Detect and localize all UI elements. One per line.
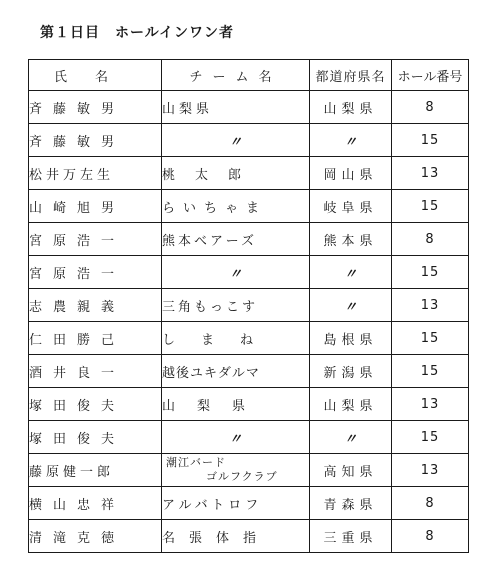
table-row xyxy=(29,190,469,223)
hole-number: 13 xyxy=(392,388,469,421)
hole-number: 8 xyxy=(392,223,469,256)
team-name: しまね xyxy=(162,322,310,355)
prefecture: 岐阜県 xyxy=(310,190,392,223)
hole-in-one-table xyxy=(28,59,469,553)
hole-number: 15 xyxy=(392,190,469,223)
prefecture: 〃 xyxy=(310,256,392,289)
player-name: 宮原浩一 xyxy=(29,256,162,289)
hole-number: 13 xyxy=(392,289,469,322)
team-name: 三角もっこす xyxy=(162,289,310,322)
hole-number: 15 xyxy=(392,322,469,355)
prefecture: 島根県 xyxy=(310,322,392,355)
team-name-line-1: 潮江バード xyxy=(166,456,226,469)
hole-number: 8 xyxy=(392,91,469,124)
table-header-row xyxy=(29,60,469,91)
player-name: 斉藤敏男 xyxy=(29,124,162,157)
table-row xyxy=(29,322,469,355)
header-name: 氏名 xyxy=(29,60,162,91)
prefecture: 青森県 xyxy=(310,487,392,520)
team-name: 越後ユキダルマ xyxy=(162,355,310,388)
hole-number: 8 xyxy=(392,520,469,553)
player-name: 塚田俊夫 xyxy=(29,388,162,421)
team-name-line-2: ゴルフクラブ xyxy=(206,470,278,483)
prefecture: 〃 xyxy=(310,289,392,322)
prefecture: 山梨県 xyxy=(310,91,392,124)
player-name: 藤原健一郎 xyxy=(29,454,162,487)
team-name: 〃 xyxy=(162,256,310,289)
player-name: 松井万左生 xyxy=(29,157,162,190)
team-name: 熊本ベアーズ xyxy=(162,223,310,256)
table-row xyxy=(29,388,469,421)
header-prefecture: 都道府県名 xyxy=(310,60,392,91)
prefecture: 山梨県 xyxy=(310,388,392,421)
hole-number: 13 xyxy=(392,157,469,190)
table-row xyxy=(29,487,469,520)
hole-number: 15 xyxy=(392,124,469,157)
table-row xyxy=(29,520,469,553)
prefecture: 岡山県 xyxy=(310,157,392,190)
prefecture: 新潟県 xyxy=(310,355,392,388)
player-name: 清滝克徳 xyxy=(29,520,162,553)
table-row xyxy=(29,157,469,190)
player-name: 斉藤敏男 xyxy=(29,91,162,124)
team-name: 〃 xyxy=(162,421,310,454)
player-name: 宮原浩一 xyxy=(29,223,162,256)
team-name: 〃 xyxy=(162,124,310,157)
table-row xyxy=(29,421,469,454)
prefecture: 熊本県 xyxy=(310,223,392,256)
page-title: 第１日目 ホールインワン者 xyxy=(40,25,235,41)
header-hole-number: ホール番号 xyxy=(392,60,469,91)
team-name: らいちゃま xyxy=(162,190,310,223)
team-name: アルバトロフ xyxy=(162,487,310,520)
hole-number: 15 xyxy=(392,355,469,388)
hole-number: 8 xyxy=(392,487,469,520)
player-name: 酒井良一 xyxy=(29,355,162,388)
player-name: 仁田勝己 xyxy=(29,322,162,355)
prefecture: 三重県 xyxy=(310,520,392,553)
hole-number: 13 xyxy=(392,454,469,487)
table-row xyxy=(29,91,469,124)
table-row xyxy=(29,289,469,322)
hole-number: 15 xyxy=(392,256,469,289)
team-name: 山梨県 xyxy=(162,91,310,124)
team-name: 名張体指 xyxy=(162,520,310,553)
table-row xyxy=(29,256,469,289)
player-name: 志農親義 xyxy=(29,289,162,322)
prefecture: 高知県 xyxy=(310,454,392,487)
player-name: 山崎旭男 xyxy=(29,190,162,223)
prefecture: 〃 xyxy=(310,124,392,157)
table-row xyxy=(29,355,469,388)
team-name: 山梨県 xyxy=(162,388,310,421)
table-row xyxy=(29,454,469,487)
prefecture: 〃 xyxy=(310,421,392,454)
team-name xyxy=(162,454,310,487)
table-row xyxy=(29,124,469,157)
team-name: 桃太郎 xyxy=(162,157,310,190)
table-row xyxy=(29,223,469,256)
player-name: 塚田俊夫 xyxy=(29,421,162,454)
player-name: 横山忠祥 xyxy=(29,487,162,520)
hole-number: 15 xyxy=(392,421,469,454)
header-team: チーム名 xyxy=(162,60,310,91)
